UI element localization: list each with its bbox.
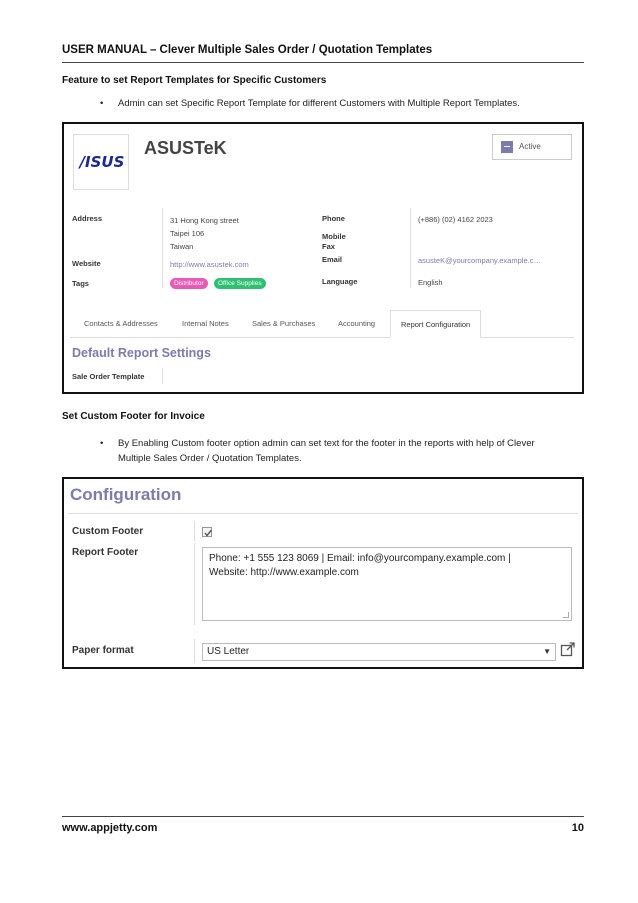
tab-accounting[interactable]: Accounting — [338, 319, 376, 328]
notebook-tabs — [70, 310, 574, 338]
report-footer-label: Report Footer — [72, 547, 139, 558]
paper-format-select[interactable] — [202, 643, 556, 661]
partner-name: ASUSTeK — [144, 138, 227, 158]
sale-order-template-label: Sale Order Template — [72, 372, 145, 381]
address-label: Address — [72, 214, 103, 223]
default-report-settings-title: Default Report Settings — [72, 346, 211, 360]
svg-text:/ISUS: /ISUS — [79, 153, 125, 171]
active-label: Active — [519, 142, 541, 151]
custom-footer-checkbox[interactable] — [202, 527, 212, 537]
dropdown-arrow-icon[interactable]: ▼ — [543, 647, 551, 656]
phone-label: Phone — [322, 214, 345, 223]
report-footer-line2: Website: http://www.example.com — [209, 567, 359, 578]
external-link-icon[interactable] — [560, 641, 576, 657]
bullet-text-line2: Multiple Sales Order / Quotation Templates. — [118, 453, 302, 464]
field-separator — [194, 543, 195, 625]
tab-report-configuration[interactable]: Report Configuration — [390, 310, 481, 338]
language-label: Language — [322, 277, 358, 286]
partner-form-screenshot — [62, 122, 584, 394]
custom-footer-label: Custom Footer — [72, 526, 144, 537]
email-link[interactable]: asusteK@yourcompany.example.c… — [418, 256, 541, 265]
page-number: 10 — [571, 822, 584, 834]
address-street: 31 Hong Kong street — [170, 216, 239, 225]
bullet-text-line1: By Enabling Custom footer option admin can set text for the footer in the reports with help of Clever — [118, 438, 535, 449]
website-link[interactable]: http://www.asustek.com — [170, 260, 249, 269]
active-toggle-button[interactable] — [492, 134, 572, 160]
configuration-screenshot — [62, 477, 584, 669]
field-separator-right — [410, 208, 411, 288]
tag-office-supplies[interactable]: Office Supplies — [214, 278, 266, 289]
phone-value: (+886) (02) 4162 2023 — [418, 215, 493, 224]
section-heading-report-templates: Feature to set Report Templates for Specific Customers — [62, 75, 327, 86]
fax-label: Fax — [322, 242, 335, 251]
asus-logo-icon — [76, 153, 128, 171]
report-footer-line1: Phone: +1 555 123 8069 | Email: info@yourcompany.example.com | — [209, 553, 511, 564]
website-label: Website — [72, 259, 101, 268]
section-heading-custom-footer: Set Custom Footer for Invoice — [62, 411, 205, 422]
bullet-text — [118, 436, 558, 466]
header-divider — [62, 62, 584, 63]
tab-sales-purchases[interactable]: Sales & Purchases — [252, 319, 316, 328]
tab-internal-notes[interactable]: Internal Notes — [182, 319, 229, 328]
tags-label: Tags — [72, 279, 89, 288]
company-logo — [73, 134, 129, 190]
address-city: Taipei 106 — [170, 229, 205, 238]
tag-distributor[interactable]: Distributor — [170, 278, 208, 289]
bullet-custom-footer — [100, 436, 560, 468]
language-value: English — [418, 278, 443, 287]
footer-website: www.appjetty.com — [62, 822, 158, 834]
document-header-title: USER MANUAL – Clever Multiple Sales Order / Quotation Templates — [62, 44, 433, 56]
sale-order-template-field[interactable] — [162, 368, 163, 384]
paper-format-label: Paper format — [72, 645, 134, 656]
resize-grip-icon[interactable] — [563, 612, 569, 618]
field-separator — [162, 208, 163, 288]
report-footer-textarea[interactable] — [202, 547, 572, 621]
bullet-report-templates — [100, 96, 560, 112]
bullet-dot: • — [100, 438, 104, 449]
email-label: Email — [322, 255, 343, 264]
bullet-dot: • — [100, 98, 104, 109]
address-country: Taiwan — [170, 242, 194, 251]
paper-format-value: US Letter — [207, 646, 250, 657]
checkmark-icon — [203, 528, 213, 538]
tab-contacts-addresses[interactable]: Contacts & Addresses — [84, 319, 158, 328]
footer-divider — [62, 816, 584, 817]
archive-box-icon — [501, 141, 513, 153]
field-separator — [194, 639, 195, 663]
configuration-title: Configuration — [70, 485, 182, 504]
configuration-divider — [68, 513, 578, 514]
field-separator — [194, 521, 195, 541]
bullet-text: Admin can set Specific Report Template for different Customers with Multiple Report Templates. — [118, 98, 520, 109]
mobile-label: Mobile — [322, 232, 346, 241]
